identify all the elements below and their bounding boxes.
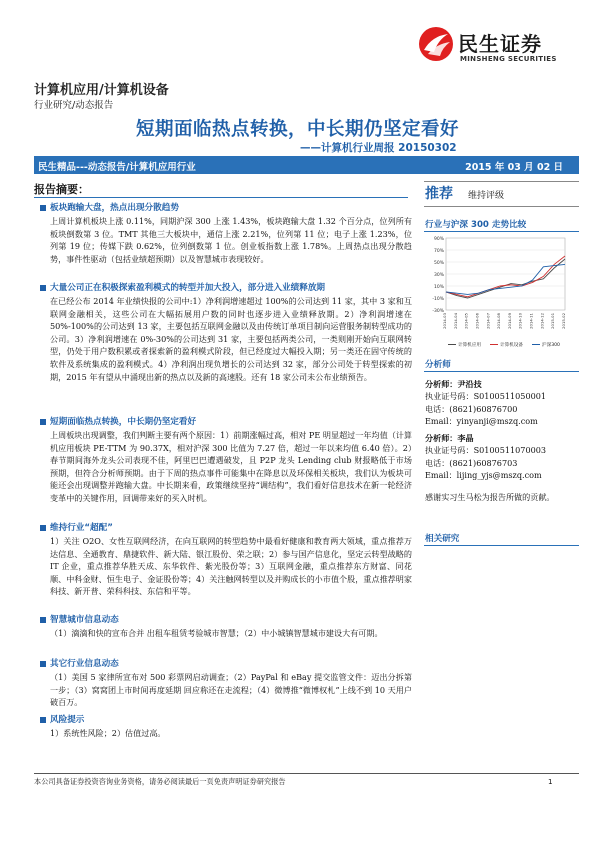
section-heading: 风险提示 <box>40 714 412 727</box>
analyst-card <box>425 432 546 482</box>
summary-section <box>40 614 412 640</box>
summary-section <box>40 202 412 265</box>
section-body: 上周计算机板块上涨 0.11%，同期沪深 300 上涨 1.43%，板块跑输大盘 1.32 个百分点，位列所有板块倒数第 3 位。TMT 其他三大板块中，通信上涨 2.21%，位列第 11 位；电子上涨 1.23%，位列第 19 位；传媒下跌 0.62%，位列倒数第 1 位。创业板指数上涨 1.78%。上周热点出现分散趋势，事件性驱动（包括业绩超预期）以及智慧城市表现较好。 <box>50 216 412 264</box>
report-subtitle: ——计算机行业周报 20150302 <box>300 142 457 154</box>
analyst-email[interactable]: Email：lijing_yjs@mszq.com <box>425 470 542 481</box>
company-logo <box>418 24 578 70</box>
summary-heading: 报告摘要： <box>34 183 89 196</box>
section-body: 1）关注 O2O、女性互联网经济，在向互联网的转型趋势中最看好健康和教育两大领域，重点推荐万达信息、全通教育、鼎捷软件、新大陆、银江股份、荣之联；2）参与国产信息化，坚定云转型战略的 IT 企业，重点推荐华胜天成、东华软件、紫光股份等；3）互联网金融，重点推荐东方财富、同花顺、中科金财、恒生电子、金证股份等；4）关注触网转型以及并购成长的小市值个股，重点推荐明家科技、新开普、荣科科技、东信和平等。 <box>50 536 412 597</box>
related-divider <box>424 545 579 546</box>
legend-label: 计算机设备 <box>500 343 523 348</box>
report-type: 行业研究/动态报告 <box>34 100 114 111</box>
rating-top-divider <box>424 181 579 182</box>
x-tick-label: 2014-06 <box>474 313 480 329</box>
summary-section <box>40 282 412 383</box>
chart-divider <box>424 231 579 232</box>
series-line <box>446 259 565 298</box>
footer-disclaimer: 本公司具备证券投资咨询业务资格，请务必阅读最后一页免责声明证券研究报告 <box>34 777 286 786</box>
x-tick-label: 2015-02 <box>561 313 566 329</box>
industry-name: 计算机应用/计算机设备 <box>34 83 169 98</box>
analyst-phone: 电话：(8621)60876703 <box>425 457 518 468</box>
analysts-heading: 分析师 <box>425 360 451 370</box>
banner-category: 民生精品---动态报告/计算机应用行业 <box>38 162 196 173</box>
section-heading: 维持行业“超配” <box>40 522 412 535</box>
section-body: （1）滴滴和快的宣布合并 出租车租赁考验城市智慧；（2）中小城镇智慧城市建设大有可期。 <box>50 628 383 638</box>
chart-title: 行业与沪深 300 走势比较 <box>425 220 527 230</box>
x-tick-label: 2014-10 <box>517 313 523 329</box>
analyst-name: 分析师：李晶 <box>425 433 474 443</box>
trend-chart <box>424 234 579 354</box>
summary-divider <box>34 197 408 198</box>
analyst-name: 分析师：尹沿技 <box>425 379 482 389</box>
x-tick-label: 2014-11 <box>528 313 534 329</box>
section-heading: 智慧城市信息动态 <box>40 614 412 627</box>
section-heading: 其它行业信息动态 <box>40 658 412 671</box>
acknowledgement: 感谢实习生马松为报告所做的贡献。 <box>425 492 555 502</box>
legend-label: 计算机应用 <box>458 343 481 348</box>
rating-label: 推荐 <box>425 186 453 202</box>
x-tick-label: 2015-01 <box>550 313 556 329</box>
legend-label: 沪深300 <box>542 343 560 348</box>
section-body: 在已经公布 2014 年业绩快报的公司中:1）净利润增速超过 100%的公司达到 11 家，其中 3 家和互联网金融相关，这些公司在大幅拓展用户数的同时也逐步进入业绩释放期。2）净利润增速在 50%-100%的公司达到 13 家，主要包括互联网金融以及由传统订单项目制向运营服务制转型成功的公司。3）净利润增速在 0%-30%的公司达到 31 家，主要包括两类公司，一类则刚开始向互联网转型，仍处于用户数积累或者探索新的盈利模式阶段，但已经度过大幅投入期；另一类还在固守传统的软件及系统集成的盈利模式。4）净利润出现负增长的公司达到 32 家，部分公司处于转型探索的初期，2015 年有望从中涌现出新的热点以及新的高速股。还有 18 家公司未公布业绩预告。 <box>50 296 412 382</box>
y-tick-label: 50% <box>433 261 444 266</box>
analyst-cert: 执业证号码：S0100511070003 <box>425 445 547 456</box>
report-banner <box>34 156 579 174</box>
rating-bottom-divider <box>424 206 579 207</box>
section-heading: 板块跑输大盘，热点出现分散趋势 <box>40 202 412 215</box>
x-tick-label: 2014-08 <box>496 313 502 329</box>
y-tick-label: 90% <box>433 237 444 242</box>
y-tick-label: 70% <box>433 249 444 254</box>
series-line <box>446 264 565 294</box>
analyst-email[interactable]: Email：yinyanji@mszq.com <box>425 416 538 427</box>
summary-section <box>40 522 412 598</box>
y-tick-label: -10% <box>432 297 444 302</box>
y-tick-label: 10% <box>433 285 444 290</box>
x-tick-label: 2014-03 <box>442 313 447 329</box>
x-tick-label: 2014-04 <box>452 313 458 329</box>
section-body: （1）美国 5 家律所宣布对 500 彩票网启动调查；（2）PayPal 和 eBay 提交监管文件：迈出分拆第一步；（3）窝窝团上市时间再度延期 回应称还在走流程；（4）微博推“微博权札”上线不到 10 天用户破百万。 <box>50 672 412 708</box>
x-tick-label: 2014-09 <box>506 313 512 329</box>
section-heading: 短期面临热点转换，中长期仍坚定看好 <box>40 416 412 429</box>
footer-divider <box>34 773 579 774</box>
analyst-cert: 执业证号码：S0100511050001 <box>425 391 547 402</box>
rating-value: 维持评级 <box>468 191 505 201</box>
analyst-card <box>425 378 546 428</box>
section-body: 上周板块出现调整，我们判断主要有两个原因：1）前期涨幅过高，相对 PE 明显超过一年均值（计算机应用板块 PE-TTM 为 90.37X，相对沪深 300 比值为 7.27 倍，超过一年以来均值 6.40 倍）。2）春节期间海外龙头公司表现不佳，阿里巴巴遭遇破发，且 P2P 龙头 Lending club 财报略低于市场预期，但符合分析师预期。由于下周的热点事件可能集中在降息以及环保相关板块，我们认为板块可能还会出现调整并跑输大盘。中长期来看，政策继续坚持“调结构”，我们看好信息技术在新一轮经济变革中的关键作用，回调带来好的买入时机。 <box>50 430 412 503</box>
logo-text-cn: 民生证券 <box>458 32 542 56</box>
x-tick-label: 2014-12 <box>539 313 545 329</box>
y-tick-label: 30% <box>433 273 444 278</box>
summary-section <box>40 416 412 505</box>
x-tick-label: 2014-05 <box>463 313 469 329</box>
logo-mark-icon <box>418 26 454 62</box>
page-number: 1 <box>548 777 553 786</box>
report-date: 2015 年 03 月 02 日 <box>465 162 563 173</box>
x-tick-label: 2014-07 <box>485 313 491 329</box>
section-body: 1）系统性风险；2）估值过高。 <box>50 728 166 738</box>
analyst-phone: 电话：(8621)60876700 <box>425 403 518 414</box>
report-title: 短期面临热点转换，中长期仍坚定看好 <box>135 119 459 140</box>
summary-section <box>40 658 412 709</box>
section-heading: 大量公司正在积极探索盈利模式的转型并加大投入，部分进入业绩释放期 <box>40 282 412 295</box>
summary-section <box>40 714 412 740</box>
analysts-divider <box>424 371 579 372</box>
logo-text-en: MINSHENG SECURITIES <box>460 55 557 63</box>
related-research-heading: 相关研究 <box>425 534 460 544</box>
y-tick-label: -30% <box>432 309 444 314</box>
